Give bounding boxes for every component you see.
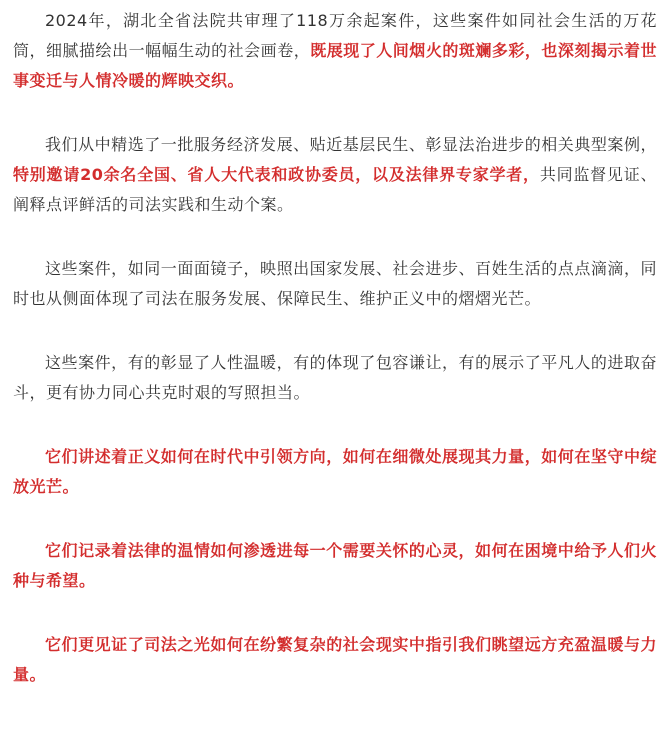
paragraph-judicial-light — [13, 630, 657, 690]
paragraph-mirror — [13, 254, 657, 314]
highlighted-text-run: 它们更见证了司法之光如何在纷繁复杂的社会现实中指引我们眺望远方充盈温暖与力量。 — [13, 635, 657, 684]
paragraph-law-warmth — [13, 536, 657, 596]
text-run: 这些案件，如同一面面镜子，映照出国家发展、社会进步、百姓生活的点点滴滴，同时也从侧面体现了司法在服务发展、保障民生、维护正义中的熠熠光芒。 — [13, 259, 657, 308]
highlighted-text-run: 它们讲述着正义如何在时代中引领方向，如何在细微处展现其力量，如何在坚守中绽放光芒。 — [13, 447, 657, 496]
highlighted-text-run: 它们记录着法律的温情如何渗透进每一个需要关怀的心灵，如何在困境中给予人们火种与希望。 — [13, 541, 657, 590]
text-run: 共同监督见证、阐释点评鲜活的司法实践和生动个案。 — [13, 165, 657, 214]
paragraph-case-selection — [13, 130, 657, 220]
paragraph-human-warmth — [13, 348, 657, 408]
paragraph-case-statistics — [13, 6, 657, 96]
text-run: 我们从中精选了一批服务经济发展、贴近基层民生、彰显法治进步的相关典型案例， — [45, 135, 657, 154]
text-run: 2024年，湖北全省法院共审理了118万余起案件，这些案件如同社会生活的万花筒，细腻描绘出一幅幅生动的社会画卷， — [13, 11, 657, 60]
paragraph-justice — [13, 442, 657, 502]
article-body — [13, 6, 657, 690]
text-run: 这些案件，有的彰显了人性温暖，有的体现了包容谦让，有的展示了平凡人的进取奋斗，更有协力同心共克时艰的写照担当。 — [13, 353, 657, 402]
highlighted-text-run: 既展现了人间烟火的斑斓多彩，也深刻揭示着世事变迁与人情冷暖的辉映交织。 — [13, 41, 657, 90]
highlighted-text-run: 特别邀请20余名全国、省人大代表和政协委员，以及法律界专家学者， — [13, 165, 540, 184]
